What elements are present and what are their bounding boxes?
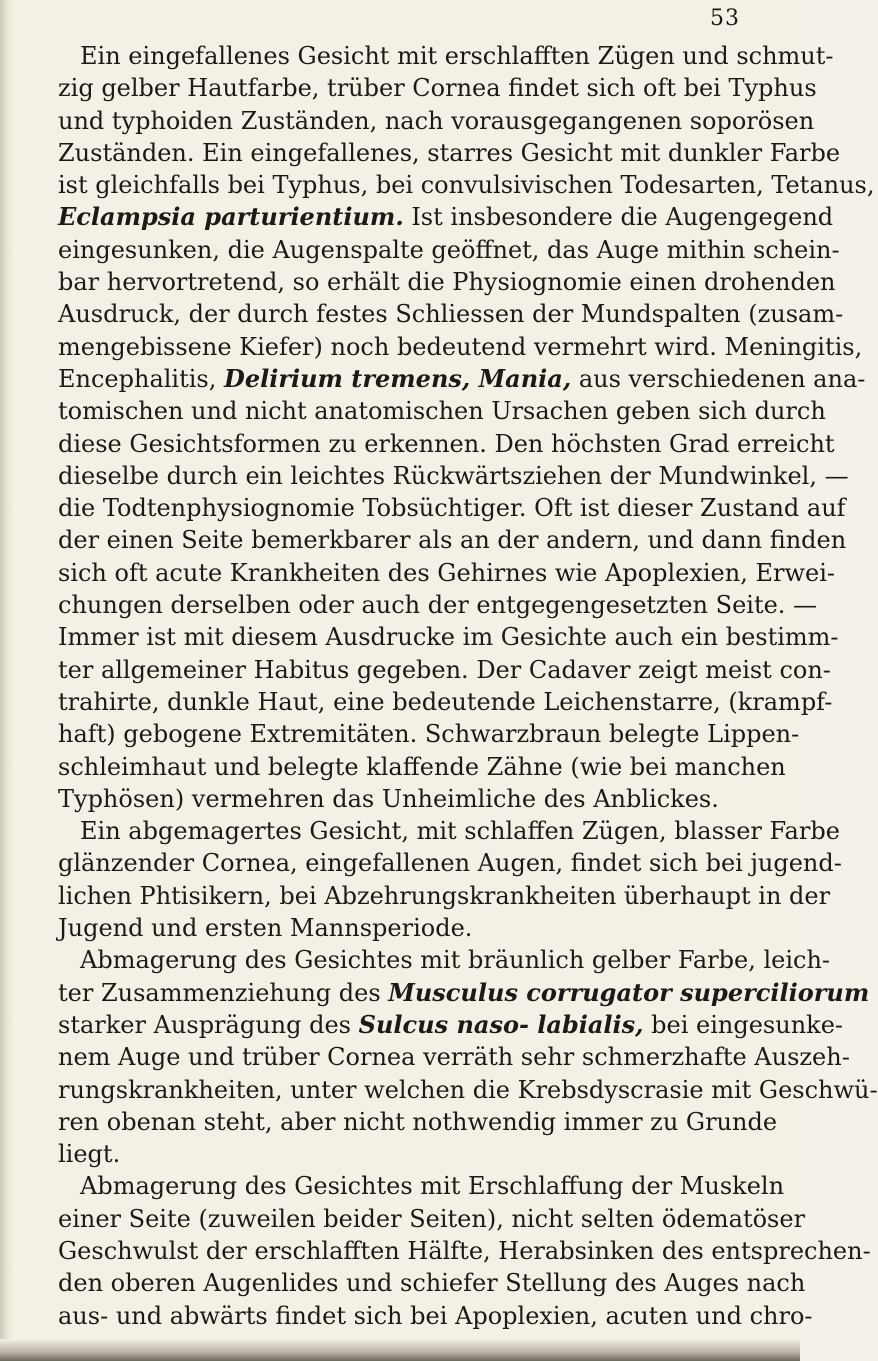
text-line: Zuständen. Ein eingefallenes, starres Gesicht mit dunkler Farbe (58, 138, 841, 167)
text-line: Jugend und ersten Mannsperiode. (58, 914, 473, 943)
text-line: nem Auge und trüber Cornea verräth sehr schmerzhafte Auszeh- (58, 1043, 850, 1072)
text-line: trahirte, dunkle Haut, eine bedeutende Leichenstarre, (krampf- (58, 687, 833, 716)
text-line: diese Gesichtsformen zu erkennen. Den höchsten Grad erreicht (58, 429, 835, 458)
text-line: der einen Seite bemerkbarer als an der andern, und dann finden (58, 526, 847, 555)
text-line: chungen derselben oder auch der entgegengesetzten Seite. — (58, 591, 818, 620)
latin-term: Delirium tremens, Mania, (224, 363, 572, 393)
text-line: haft) gebogene Extremitäten. Schwarzbraun belegte Lippen- (58, 720, 800, 749)
text-line: zig gelber Hautfarbe, trüber Cornea findet sich oft bei Typhus (58, 74, 817, 103)
body-text (58, 40, 878, 1332)
text-line: schleimhaut und belegte klaffende Zähne (wie bei manchen (58, 752, 786, 781)
text-line: Ausdruck, der durch festes Schliessen der Mundspalten (zusam- (58, 300, 844, 329)
text-line: Ein abgemagertes Gesicht, mit schlaffen Zügen, blasser Farbe (80, 817, 840, 846)
text-line: ter Zusammenziehung des Musculus corrugator superciliorum (58, 977, 870, 1007)
text-line: liegt. (58, 1140, 121, 1169)
text-line: Eclampsia parturientium. Ist insbesondere die Augengegend (58, 202, 834, 232)
latin-term: Eclampsia parturientium. (58, 202, 404, 232)
text-line: starker Ausprägung des Sulcus naso- labialis, bei eingesunke- (58, 1009, 844, 1039)
text-line: eingesunken, die Augenspalte geöffnet, das Auge mithin schein- (58, 235, 840, 264)
text-line: ter allgemeiner Habitus gegeben. Der Cadaver zeigt meist con- (58, 655, 831, 684)
text-line: Geschwulst der erschlafften Hälfte, Herabsinken des entsprechen- (58, 1236, 871, 1265)
page-bottom-edge (0, 1339, 800, 1361)
text-line: die Todtenphysiognomie Tobsüchtiger. Oft ist dieser Zustand auf (58, 494, 846, 523)
latin-term: Sulcus naso- labialis, (358, 1009, 644, 1039)
page-number: 53 (710, 6, 740, 31)
text-line: den oberen Augenlides und schiefer Stellung des Auges nach (58, 1269, 806, 1298)
page-binding-edge (0, 0, 14, 1361)
text-line: sich oft acute Krankheiten des Gehirnes wie Apoplexien, Erwei- (58, 558, 835, 587)
text-line: aus- und abwärts findet sich bei Apoplexien, acuten und chro- (58, 1301, 813, 1330)
text-line: tomischen und nicht anatomischen Ursachen geben sich durch (58, 397, 826, 426)
text-line: Abmagerung des Gesichtes mit bräunlich gelber Farbe, leich- (80, 946, 831, 975)
text-line: glänzender Cornea, eingefallenen Augen, findet sich bei jugend- (58, 849, 842, 878)
text-line: Ein eingefallenes Gesicht mit erschlafften Zügen und schmut- (80, 42, 834, 70)
text-line: ist gleichfalls bei Typhus, bei convulsivischen Todesarten, Tetanus, (58, 171, 875, 200)
text-line: einer Seite (zuweilen beider Seiten), nicht selten ödematöser (58, 1204, 806, 1233)
text-line: dieselbe durch ein leichtes Rückwärtsziehen der Mundwinkel, — (58, 461, 849, 490)
text-line: Abmagerung des Gesichtes mit Erschlaffung der Muskeln (80, 1172, 785, 1201)
text-line: Encephalitis, Delirium tremens, Mania, aus verschiedenen ana- (58, 363, 866, 393)
text-line: lichen Phtisikern, bei Abzehrungskrankheiten überhaupt in der (58, 881, 831, 910)
text-line: Immer ist mit diesem Ausdrucke im Gesichte auch ein bestimm- (58, 623, 839, 652)
text-line: Typhösen) vermehren das Unheimliche des Anblickes. (58, 784, 719, 813)
text-line: mengebissene Kiefer) noch bedeutend vermehrt wird. Meningitis, (58, 332, 863, 361)
text-line: und typhoiden Zuständen, nach vorausgegangenen soporösen (58, 106, 815, 135)
text-line: ren obenan steht, aber nicht nothwendig immer zu Grunde (58, 1107, 778, 1136)
text-line: bar hervortretend, so erhält die Physiognomie einen drohenden (58, 268, 836, 297)
text-line: rungskrankheiten, unter welchen die Krebsdyscrasie mit Geschwü- (58, 1075, 878, 1104)
latin-term: Musculus corrugator superciliorum (388, 977, 870, 1007)
